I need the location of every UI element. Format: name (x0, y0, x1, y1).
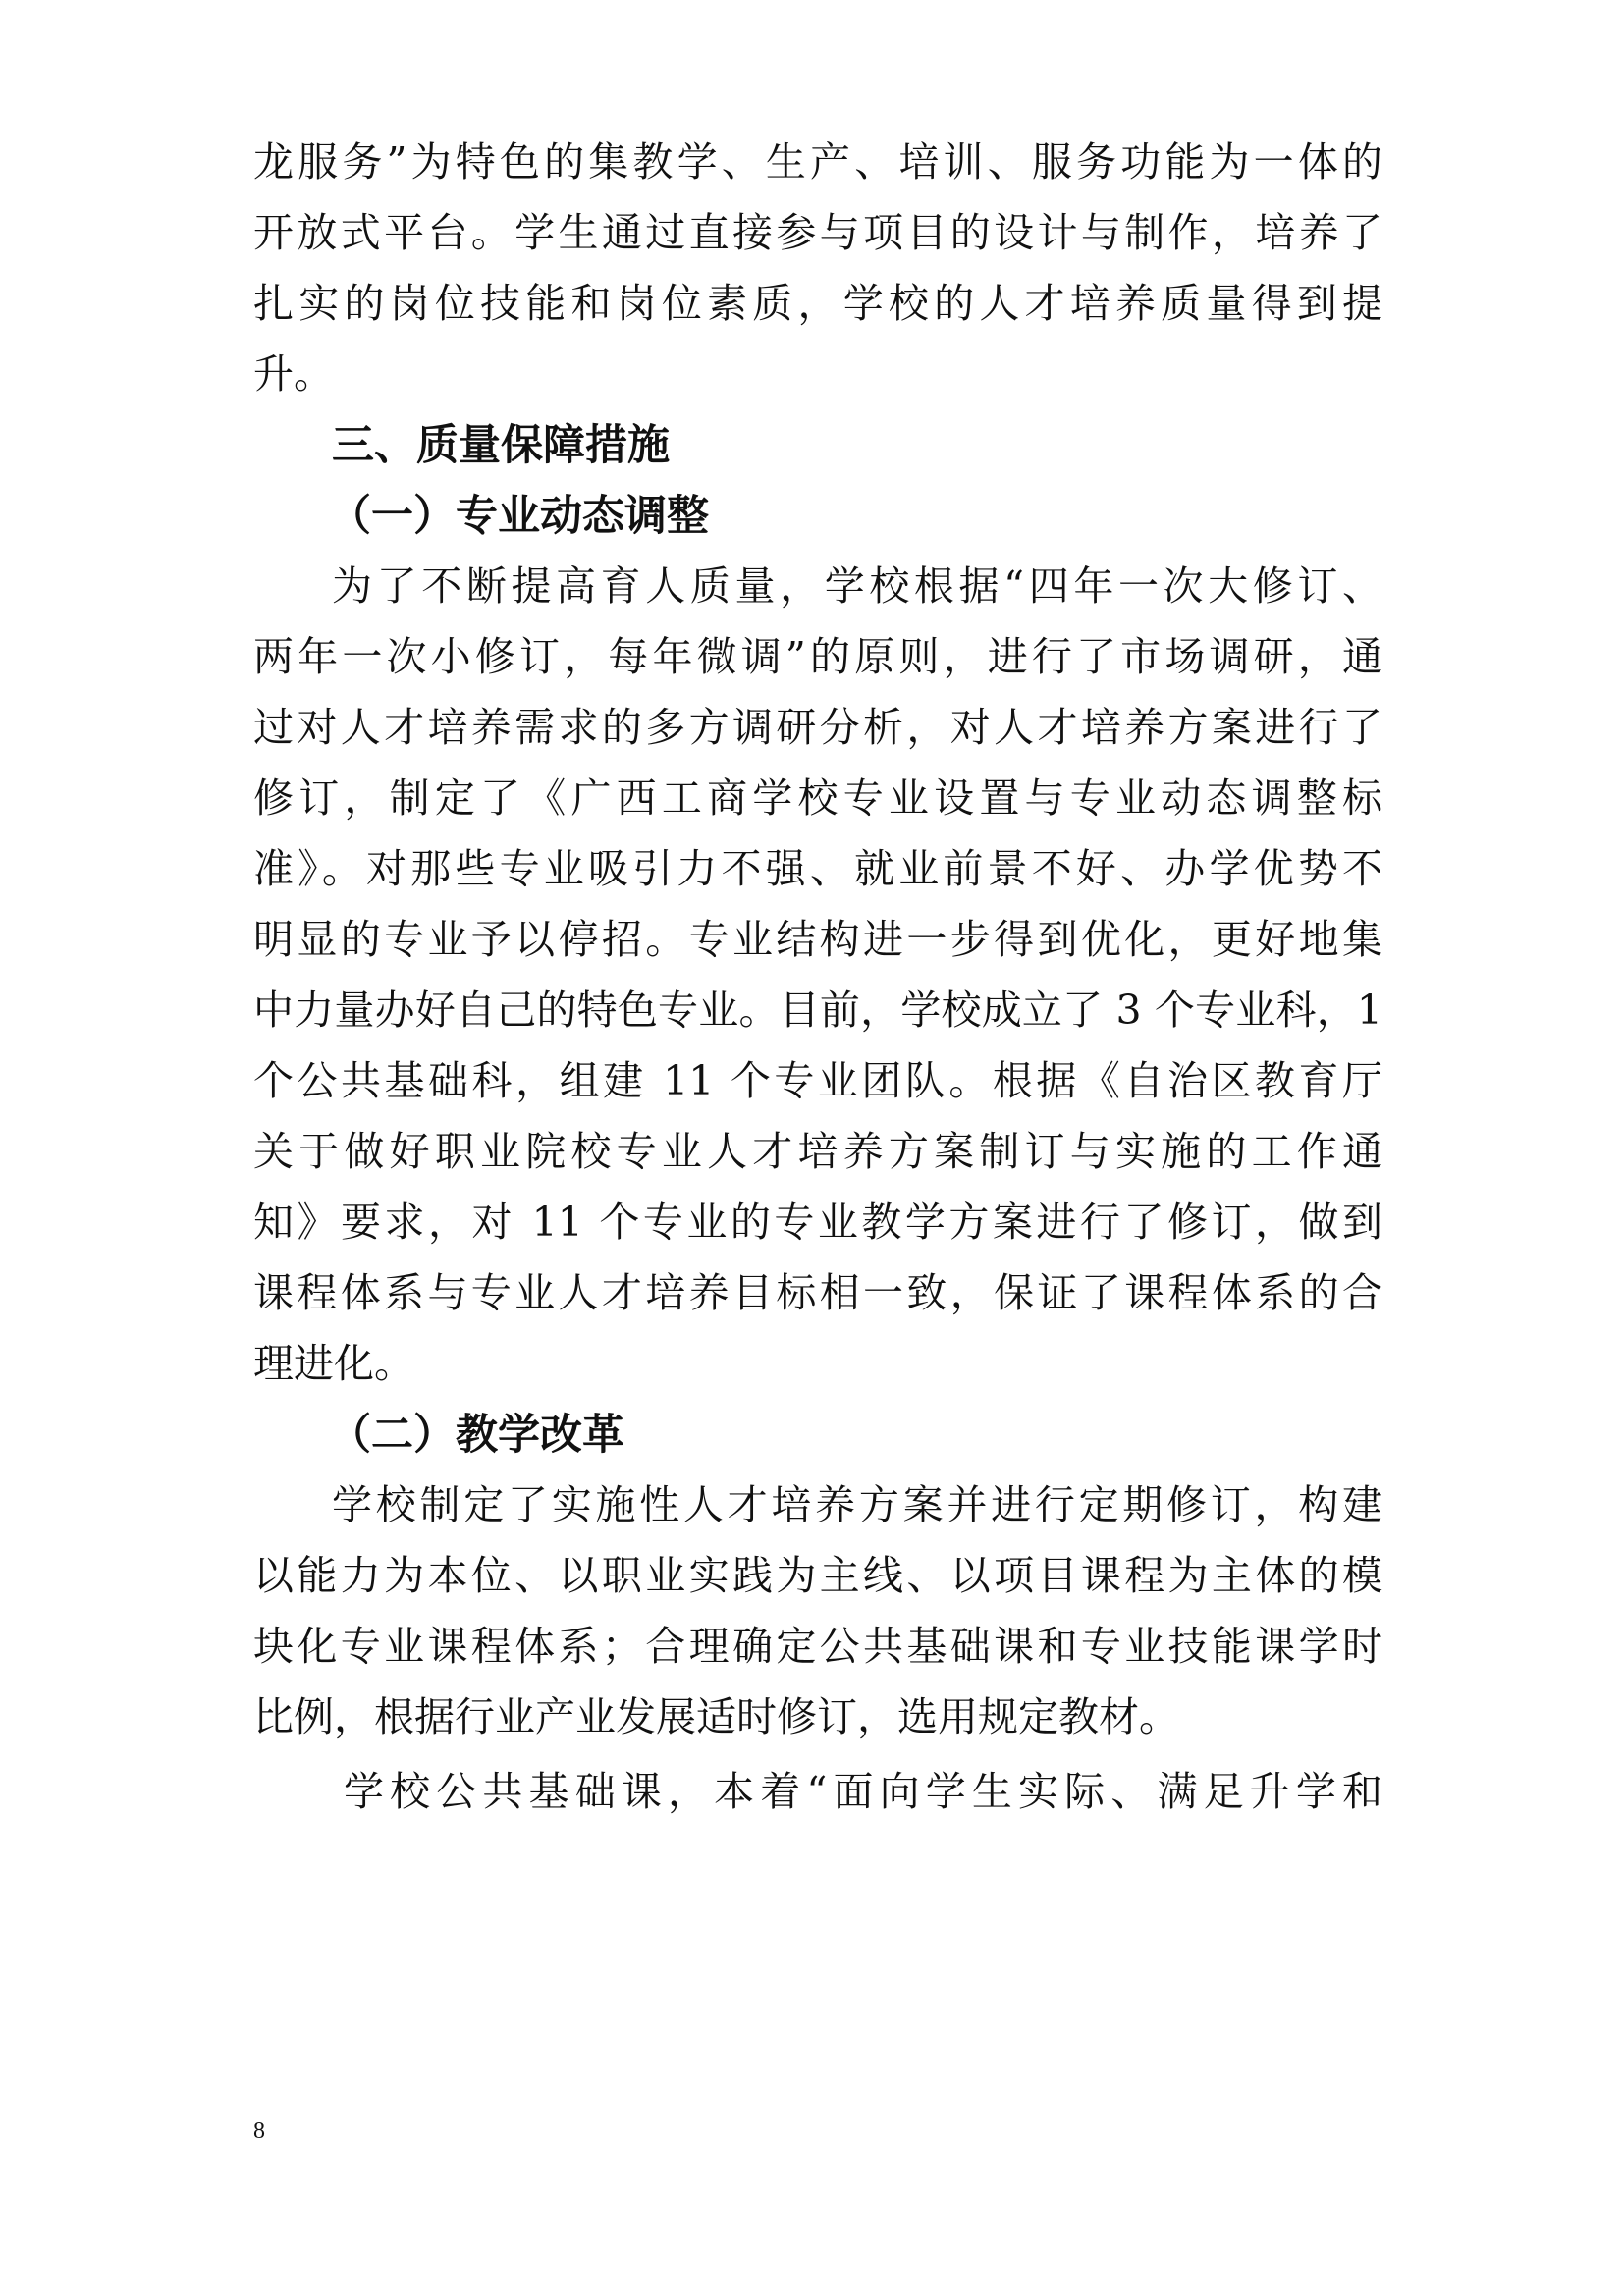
paragraph-line: 以能力为本位、以职业实践为主线、以项目课程为主体的模 (253, 1552, 1382, 1599)
paragraph-line: 准》。对那些专业吸引力不强、就业前景不好、办学优势不 (253, 845, 1382, 892)
paragraph-line: 个公共基础科，组建 11 个专业团队。根据《自治区教育厅 (253, 1057, 1382, 1104)
paragraph-line: 学校制定了实施性人才培养方案并进行定期修订，构建 (332, 1481, 1382, 1528)
paragraph-line: 修订，制定了《广西工商学校专业设置与专业动态调整标 (253, 774, 1382, 822)
paragraph-line: 扎实的岗位技能和岗位素质，学校的人才培养质量得到提 (253, 280, 1382, 327)
subsection-heading: （一）专业动态调整 (329, 492, 709, 541)
paragraph-line: 块化专业课程体系；合理确定公共基础课和专业技能课学时 (253, 1623, 1382, 1670)
paragraph-line: 学校公共基础课，本着“面向学生实际、满足升学和 (344, 1768, 1382, 1815)
paragraph-line: 为了不断提高育人质量，学校根据“四年一次大修订、 (332, 562, 1382, 610)
subsection-heading: （二）教学改革 (329, 1411, 624, 1460)
paragraph-line: 升。 (253, 350, 334, 398)
paragraph-line: 两年一次小修订，每年微调”的原则，进行了市场调研，通 (253, 633, 1382, 680)
paragraph-line: 龙服务”为特色的集教学、生产、培训、服务功能为一体的 (253, 138, 1382, 186)
paragraph-line: 开放式平台。学生通过直接参与项目的设计与制作，培养了 (253, 209, 1382, 256)
paragraph-line: 知》要求，对 11 个专业的专业教学方案进行了修订，做到 (253, 1199, 1382, 1246)
paragraph-line: 过对人才培养需求的多方调研分析，对人才培养方案进行了 (253, 704, 1382, 751)
paragraph-line: 比例，根据行业产业发展适时修订，选用规定教材。 (253, 1693, 1179, 1740)
page-number: 8 (253, 2118, 265, 2144)
section-heading: 三、质量保障措施 (332, 421, 670, 470)
paragraph-line: 中力量办好自己的特色专业。目前，学校成立了 3 个专业科，1 (253, 987, 1382, 1034)
paragraph-line: 明显的专业予以停招。专业结构进一步得到优化，更好地集 (253, 916, 1382, 963)
paragraph-line: 课程体系与专业人才培养目标相一致，保证了课程体系的合 (253, 1269, 1382, 1316)
paragraph-line: 关于做好职业院校专业人才培养方案制订与实施的工作通 (253, 1128, 1382, 1175)
paragraph-line: 理进化。 (253, 1340, 414, 1387)
